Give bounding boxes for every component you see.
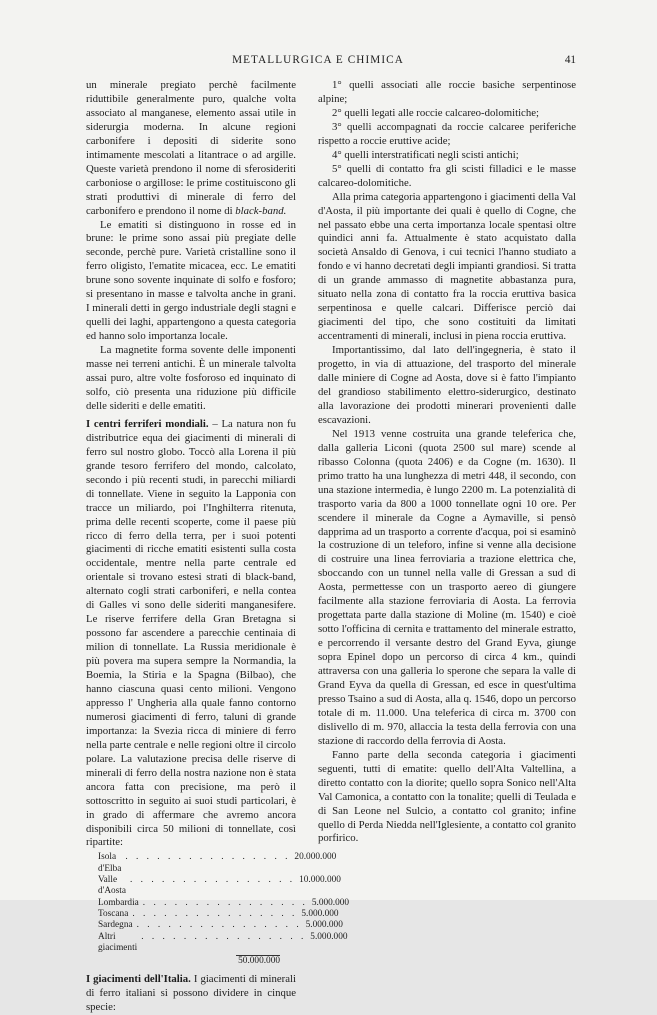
table-row: Isola d'Elba . . . . . . . . . . . . . . . . 20.000.000 [98,852,337,874]
list-item: 2° quelli legati alle roccie calcareo-dolomitiche; [332,106,539,119]
page-number: 41 [564,54,576,66]
list-item: 3° quelli accompagnati da roccie calcaree periferiche rispetto a roccie eruttive acide; [318,120,576,147]
left-column [86,79,350,1015]
list-item: 1° quelli associati alle roccie basiche serpentinose alpine; [318,79,576,105]
paragraph-seconda-categoria: Fanno parte della seconda categoria i giacimenti seguenti, tutti di ematite: quello dell'Alta Valtellina, a diretto contatto con la diorite; quello sopra Sonico nell'Alta Val Camonica, a contatto con la tonalite; quelli di Teulada e di San Leone nel Sulcio, a contatto col granito; infine quello di Perda Niedda nell'Iglesiente, a contatto col granito porfirico. [318,748,576,845]
paragraph-teleferica: Nel 1913 venne costruita una grande teleferica che, dalla galleria Liconi (quota 2500 sul mare) scende al ribasso Colonna (quota 2406) e da Cogne (m. 1630). Il primo tratto ha una lunghezza di metri 448, il secondo, con una stazione intermedia, è lungo 2200 m. La potenzialità di trasporto varia da 800 a 1000 tonnellate ogni 10 ore. Per scendere il minerale da Cogne a Aymaville, si pensò dapprima ad un trasporto a corrente d'acqua, poi si esaminò la costruzione di un teleforo, infine si venne alla decisione di costruire una linea ferroviaria a trazione elettrica che, sboccando con un tunnel nella valle di Gressan a sud di Aosta, permettesse con un trasporto aereo di giungere facilmente alla stazione ferroviaria di Aosta. La ferrovia progettata parte dalla stazione di Moline (m. 1540) e cioè sotto l'officina di cernita e trattamento del minerale estratto, e percorrendo il versante destro del Grand Eyva, giunge sopra Epinel dopo un percorso di circa 4 km., quindi attraversa con una galleria lo sperone che separa la valle di Grand Eyva da quella di Gressan, ed esce in quest'ultima presso Tsaino a sud di Aosta, alla q. 1546, dopo un percorso totale di m. 11.000. Una teleferica di circa m. 3700 con dislivello di m. 970, allaccia la testa della ferrovia con una stazione di raccordo della ferrovia di Aosta. [318,427,576,747]
list-item: 5° quelli di contatto fra gli scisti filladici e le masse calcareo-dolomitiche. [318,162,576,189]
paragraph-giacimenti-italia: I giacimenti dell'Italia. I giacimenti di minerali di ferro italiani si possono dividere in cinque specie: [86,973,297,1014]
paragraph-magnetite: La magnetite forma sovente delle imponenti masse nei terreni antichi. È un minerale talvolta assai puro, altre volte fosforoso ed inquinato di solfo, ciò presenta una riduzione più difficile delle sideriti e delle ematiti. [86,344,296,412]
table-row: Toscana . . . . . . . . . . . . . . . . 5.000.000 [98,908,339,919]
table-row: Sardegna . . . . . . . . . . . . . . . . 5.000.000 [98,920,343,931]
dot-leader: . . . . . . . . . . . . . . . . [130,875,296,886]
paragraph-siderite: un minerale pregiato perchè facilmente riduttibile generalmente puro, qualche volta associato al manganese, elemento assai utile in siderurgia moderna. In alcune regioni carbonifere i depositi di siderite sono intimamente mescolati a litantrace o ad argille. Queste varietà prendono il nome di sferosideriti carboniose o argillose: le prime costituiscono gli strati produttivi di minerale di ferro del carbonifero e prendono il nome di black-band. [86,79,296,217]
dot-leader: . . . . . . . . . . . . . . . . [132,908,298,919]
table-row: Valle d'Aosta . . . . . . . . . . . . . . . . 10.000.000 [98,875,341,897]
list-item: 4° quelli interstratificati negli scisti antichi; [332,148,519,161]
table-row: Altri giacimenti . . . . . . . . . . . . . . . . 5.000.000 [98,931,348,953]
right-column [318,79,576,846]
paragraph-ematiti: Le ematiti si distinguono in rosse ed in brune: le prime sono assai più pregiate delle seconde, perchè pure. Varietà cristalline sono il ferro oligisto, l'ematite micacea, ecc. Le ematiti brune sono sovente inquinate di solfo e fosforo; si presentano in masse e talvolta anche in grani. I minerali detti in gergo industriale degli stagni e quelli dei laghi, appartengono a questa categoria ed hanno solo importanza locale. [86,218,296,343]
dot-leader: . . . . . . . . . . . . . . . . [141,931,307,942]
section-heading-giacimenti-italia: I giacimenti dell'Italia. [86,973,191,986]
dot-leader: . . . . . . . . . . . . . . . . [142,897,308,908]
section-heading-centri-ferriferi: I centri ferriferi mondiali. [86,417,209,430]
running-title: METALLURGICA E CHIMICA [232,54,404,66]
paragraph-centri-ferriferi: I centri ferriferi mondiali. – La natura non fu distributrice equa dei giacimenti di minerali di ferro sul nostro globo. Toccò alla Lorena il più grande tesoro ferrifero del mondo, calcolato, secondo i più recenti studi, in parecchi miliardi di tonnellate. Viene in seguito la Lapponia con tracce un miliardo, poi l'Inghilterra ritenuta, prima delle recenti scoperte, come il paese più ricco di ferro della terra, per i suoi potenti giacimenti di ricche ematiti esistenti sulla costa occidentale, mentre nella parte centrale ed orientale si trovano estesi strati di black-band, alternato cogli strati carboniferi, e nella contea di Galles vi sono delle sideriti manganesifere. Le riserve ferrifere della Gran Bretagna si possono far ascendere a parecchie centinaia di milion di tonnellate. La Russia meridionale è più povera ma supera sempre la Normandia, la Boemia, la Stiria e la Spagna (Bilbao), che hanno ciascuna quasi cento milioni. Vengono appresso l' Ungheria alla quale fanno contorno numerosi giacimenti di ferro, taluni di grande importanza: la Svezia ricca di miniere di ferro nella parte centrale e nelle regioni oltre il circolo polare. La valutazione precisa delle riserve di minerali di ferro della nostra nazione non è stata ancora fatta con precisione, ma però il sottoscritto in seguito ai suoi studi particolari, è in grado di affermare che avremo ancora disponibili circa 50 milioni di tonnellate, così ripartite: [86,417,296,849]
dot-leader: . . . . . . . . . . . . . . . . [125,852,291,863]
table-row: Lombardia . . . . . . . . . . . . . . . . 5.000.000 [98,897,350,908]
dot-leader: . . . . . . . . . . . . . . . . [136,920,302,931]
table-total: 50.000.000 [236,955,280,967]
black-band-term: black-band. [235,204,287,217]
running-head [60,54,576,68]
paragraph-val-aosta: Alla prima categoria appartengono i giacimenti della Val d'Aosta, il più importante dei quali è quello di Cogne, che nel passato ebbe una certa importanza locale spentasi oltre quindici anni fa. Attualmente è stato acquistato dalla società Ansaldo di Genova, i cui tecnici l'hanno studiato a fondo e vi hanno decretati degli impianti grandiosi. Si tratta di un grande ammasso di magnetite abbastanza pura, situato nella zona di contatto fra la roccia eruttiva basica serpentinosa e quelle calcari. Differisce perciò dai giacimenti del tipo, che sono costituiti da limitati accentramenti di minerali, inclusi in piena roccia eruttiva. [318,190,576,343]
reserves-table [92,852,350,967]
paragraph-progetto-trasporto: Importantissimo, dal lato dell'ingegneria, è stato il progetto, in via di attuazione, del trasporto del minerale dalle miniere di Cogne ad Aosta, dove si è fatto l'impianto del grandioso stabilimento elettro-siderurgico, destinato alla lavorazione dei prodotti minerari provenienti dalle escavazioni. [318,344,576,426]
